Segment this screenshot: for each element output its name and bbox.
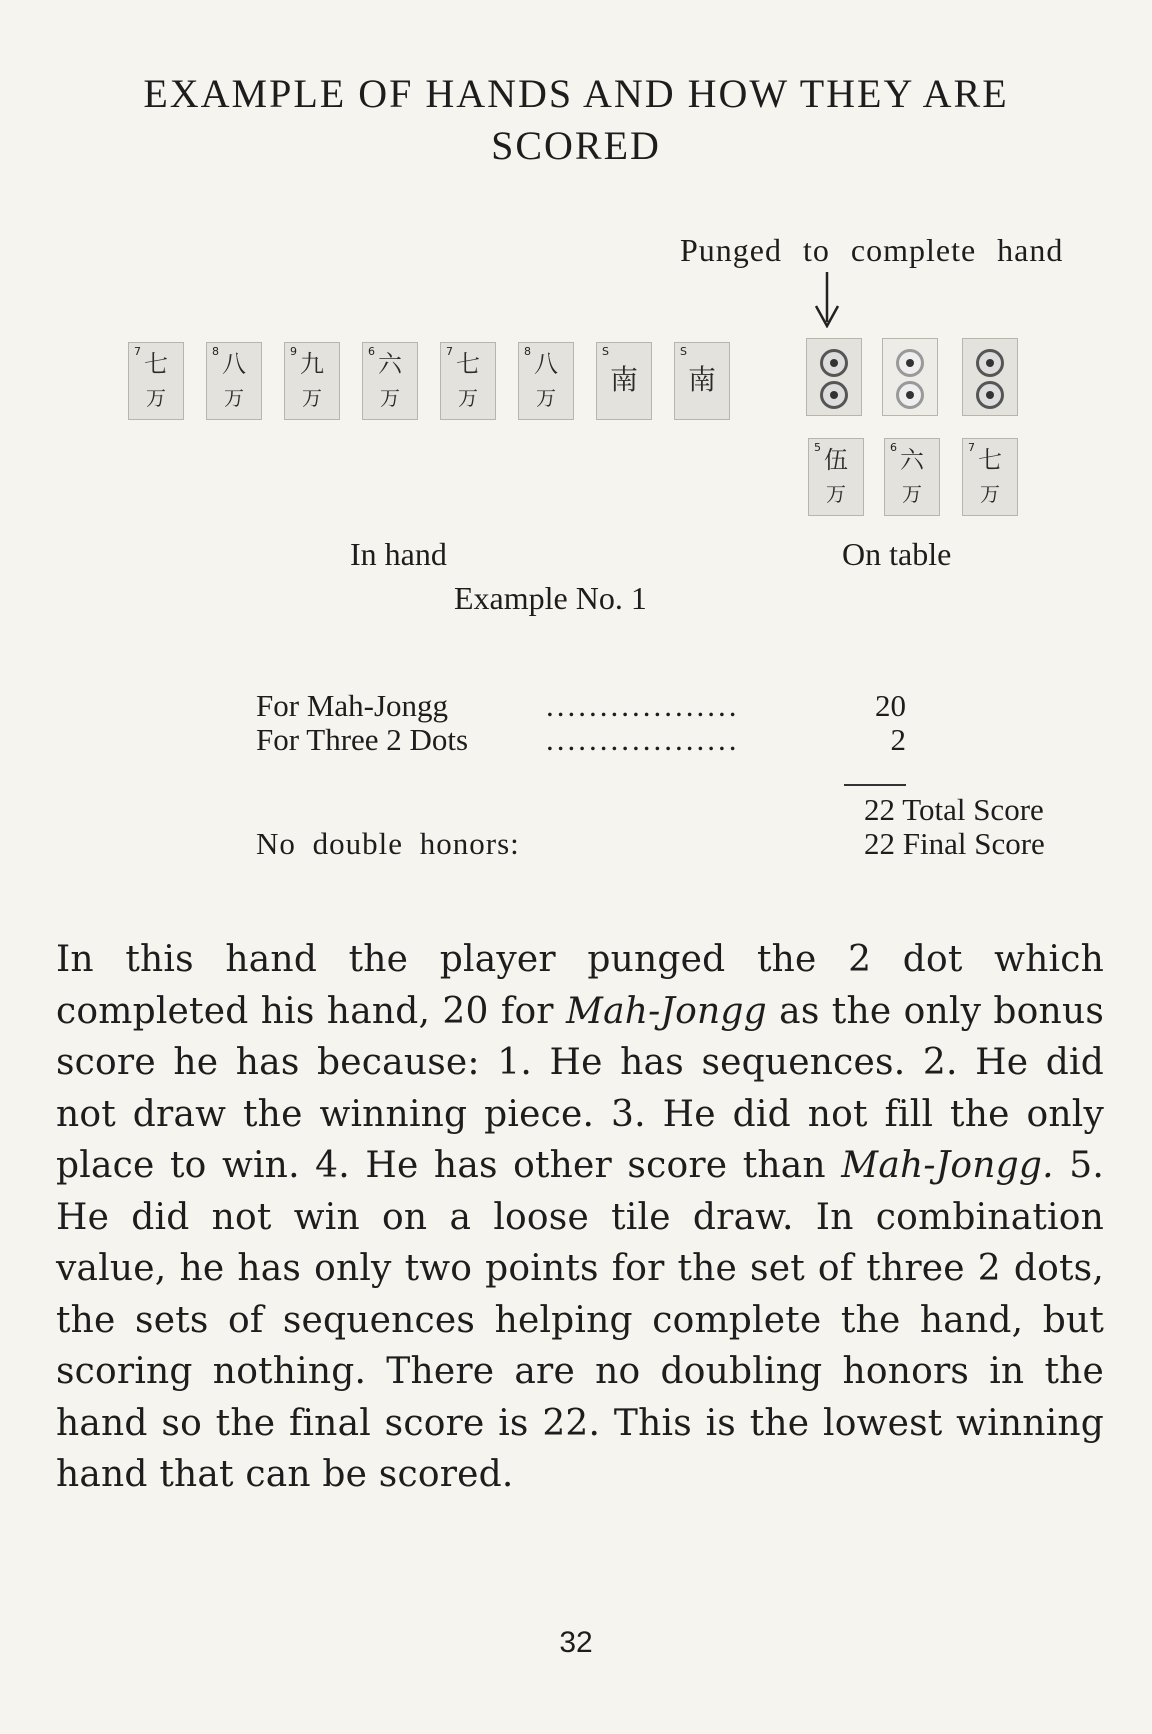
score-label: For Mah-Jongg xyxy=(256,688,449,723)
caption-on-table: On table xyxy=(842,536,952,572)
dot-icon xyxy=(976,381,1004,409)
tile-2-dot xyxy=(962,338,1018,416)
tile-2-dot xyxy=(806,338,862,416)
tile-character: 7 七 万 xyxy=(962,438,1018,516)
page-title xyxy=(40,68,1112,172)
tile-wind: S 南 xyxy=(674,342,730,420)
score-row xyxy=(256,688,906,724)
explanation-paragraph: In this hand the player punged the 2 dot which completed his hand, 20 for Mah-Jongg as the only bonus score he has because: 1. He has sequences. 2. He did not draw the winning piece. 3. He did not fill the only place to win. 4. He has other score than Mah-Jongg. 5. He did not win on a loose tile draw. In combination value, he has only two points for the set of three 2 dots, the sets of sequences helping complete the hand, but scoring nothing. There are no doubling honors in the hand so the final score is 22. This is the lowest winning hand that can be scored. xyxy=(56,939,1105,1495)
mah-jongg-term: Mah-Jongg. xyxy=(841,1145,1054,1186)
title-line-1: EXAMPLE OF HANDS AND HOW THEY ARE xyxy=(143,71,1009,116)
down-arrow-icon xyxy=(812,272,842,328)
tile-character: 5 伍 万 xyxy=(808,438,864,516)
caption-example: Example No. 1 xyxy=(454,580,647,616)
caption-in-hand: In hand xyxy=(350,536,447,572)
tile-2-dot xyxy=(882,338,938,416)
tile-character: 6 六 万 xyxy=(362,342,418,420)
page-number: 32 xyxy=(559,1626,593,1659)
tile-character: 7 七 万 xyxy=(128,342,184,420)
tile-character: 8 八 万 xyxy=(518,342,574,420)
score-label: For Three 2 Dots xyxy=(256,722,469,757)
score-row xyxy=(256,722,906,758)
no-double-label: No double honors: xyxy=(256,826,520,861)
tile-wind: S 南 xyxy=(596,342,652,420)
dot-icon xyxy=(820,349,848,377)
dot-icon xyxy=(896,349,924,377)
score-value: 2 xyxy=(890,722,906,757)
dot-icon xyxy=(896,381,924,409)
dot-icon xyxy=(976,349,1004,377)
title-line-2: SCORED xyxy=(491,123,661,168)
sum-rule xyxy=(844,784,906,786)
mah-jongg-term: Mah-Jongg xyxy=(566,990,767,1032)
score-value: 20 xyxy=(875,688,906,723)
tile-character: 8 八 万 xyxy=(206,342,262,420)
score-leader: .................. xyxy=(546,722,740,757)
score-leader: .................. xyxy=(546,688,740,723)
final-score: 22 Final Score xyxy=(864,826,1045,861)
tile-character: 6 六 万 xyxy=(884,438,940,516)
total-score: 22 Total Score xyxy=(864,792,1044,827)
punged-label: Punged to complete hand xyxy=(680,232,1064,268)
dot-icon xyxy=(820,381,848,409)
tile-character: 7 七 万 xyxy=(440,342,496,420)
tile-character: 9 九 万 xyxy=(284,342,340,420)
